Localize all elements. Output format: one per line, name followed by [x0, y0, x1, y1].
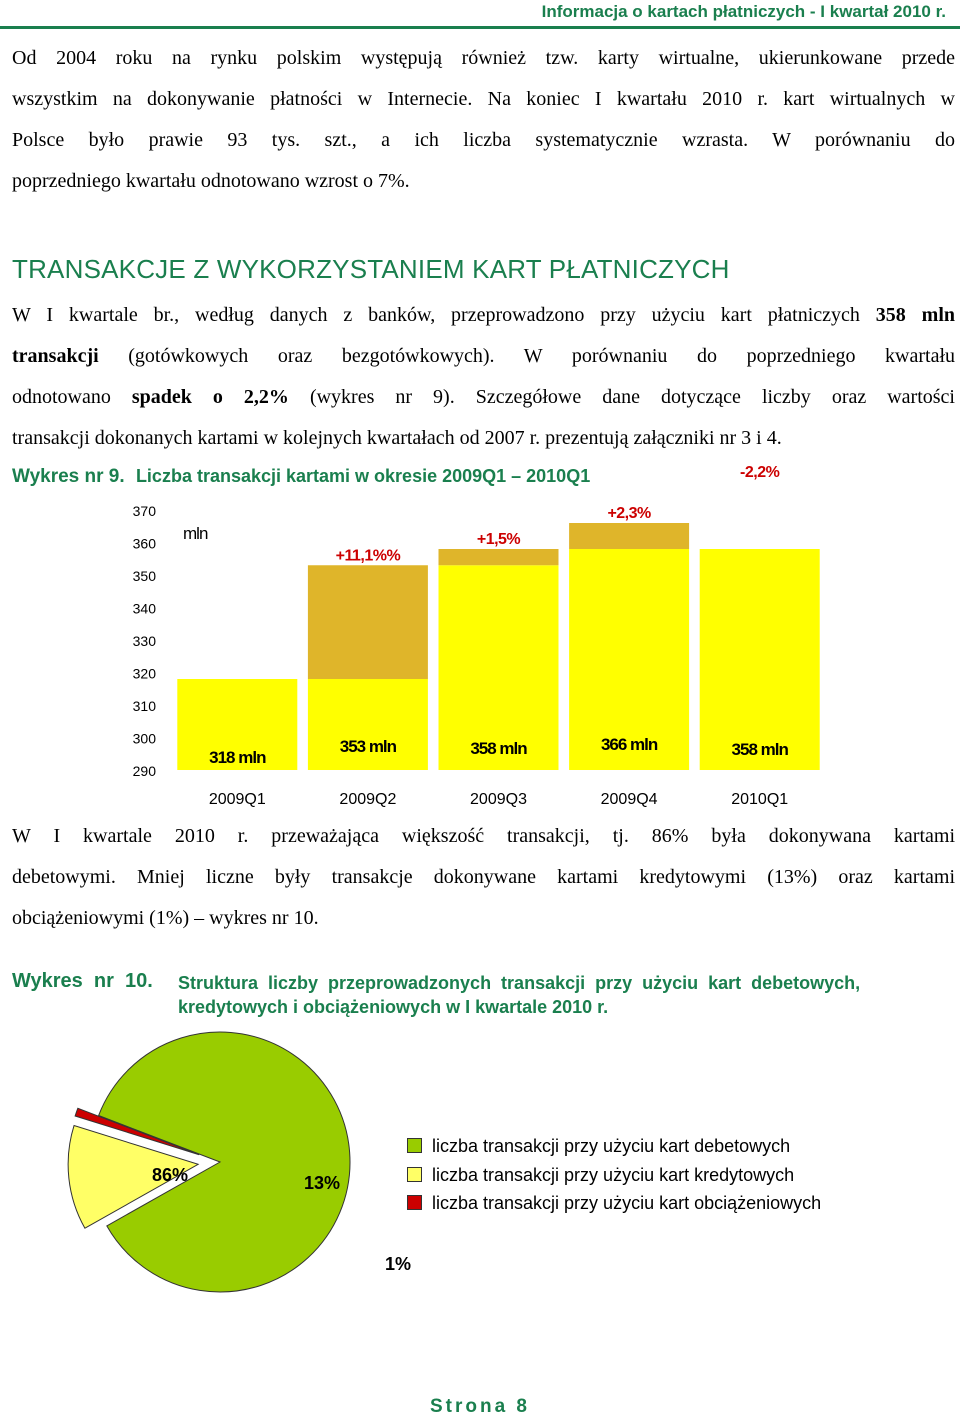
pie-label: 86%: [152, 1165, 189, 1185]
page-number: Strona 8: [429, 1396, 531, 1417]
legend-item-credit: [407, 1165, 794, 1186]
intro-line: wszystkim na dokonywanie płatności w Internecie. Na koniec I kwartału 2010 r. kart wirtualnych w: [12, 88, 955, 110]
pie-label: 1%: [385, 1254, 412, 1274]
transactions-line: [12, 295, 955, 336]
bold-text: spadek o 2,2%: [131, 386, 289, 408]
intro-line: Polsce było prawie 93 tys. szt., a ich liczba systematycznie wzrasta. W porównaniu do: [12, 129, 955, 151]
transactions-paragraph: [12, 295, 955, 459]
section-title: TRANSAKCJE Z WYKORZYSTANIEM KART PŁATNICZYCH: [12, 254, 730, 284]
x-tick-label: 2010Q1: [731, 791, 789, 808]
header-title: Informacja o kartach płatniczych - I kwartał 2010 r.: [541, 2, 946, 21]
structure-line: W I kwartale 2010 r. przeważająca większość transakcji, tj. 86% była dokonywana kartami: [12, 825, 955, 847]
legend-label: liczba transakcji przy użyciu kart debetowych: [432, 1136, 791, 1156]
bar-increase: [439, 549, 559, 565]
y-tick-label: 350: [132, 568, 156, 584]
legend-swatch: [407, 1195, 422, 1210]
text: (wykres nr 9). Szczegółowe dane dotyczące liczby oraz wartości: [288, 386, 955, 408]
text: (gotówkowych oraz bezgotówkowych). W porównaniu do poprzedniego kwartału: [98, 345, 955, 367]
y-tick-label: 330: [132, 633, 156, 649]
bar-base: [700, 549, 820, 770]
y-tick-label: 320: [132, 665, 156, 682]
figure9-caption: [12, 466, 590, 488]
legend-label: liczba transakcji przy użyciu kart kredytowych: [432, 1165, 795, 1185]
transactions-line: [12, 377, 955, 418]
change-label: +11,1%%: [335, 547, 401, 565]
y-tick-label: 290: [132, 763, 156, 779]
pie-label: 13%: [304, 1173, 341, 1193]
transactions-line: transakcji dokonanych kartami w kolejnych kwartałach od 2007 r. prezentują załączniki nr 3 i 4.: [12, 427, 782, 449]
figure10-label: Wykres nr 10.: [12, 970, 153, 992]
figure9-title: Liczba transakcji kartami w okresie 2009Q1 – 2010Q1: [135, 466, 591, 486]
figure10-caption: [12, 970, 952, 1017]
figure10-title-line1: Struktura liczby przeprowadzonych transakcji przy użyciu kart debetowych,: [178, 973, 861, 993]
page-header: [0, 0, 960, 29]
x-tick-label: 2009Q3: [470, 791, 527, 808]
intro-paragraph: [12, 38, 955, 202]
bar-value-label: 366 mln: [600, 735, 658, 754]
intro-line: Od 2004 roku na rynku polskim występują również tzw. karty wirtualne, ukierunkowane przede: [12, 47, 955, 69]
bar-increase: [569, 523, 689, 549]
unit-label: mln: [183, 524, 208, 543]
y-tick-label: 370: [132, 503, 156, 519]
text: odnotowano: [12, 386, 132, 408]
bar-value-label: 318 mln: [209, 748, 266, 767]
y-tick-label: 340: [132, 600, 156, 617]
y-tick-label: 360: [132, 535, 156, 552]
transactions-line: [12, 336, 955, 377]
figure10-title-line2: kredytowych i obciążeniowych w I kwartale 2010 r.: [178, 997, 609, 1017]
pie-chart: [0, 1040, 412, 1340]
y-tick-label: 300: [132, 730, 156, 747]
legend-swatch: [407, 1167, 422, 1182]
change-label: -2,2%: [740, 464, 780, 481]
legend-swatch: [407, 1138, 422, 1153]
bar-increase: [308, 565, 428, 679]
bar-value-label: 353 mln: [339, 737, 397, 756]
legend-item-debit: [407, 1136, 790, 1157]
bar-value-label: 358 mln: [470, 739, 527, 758]
text: W I kwartale br., według danych z banków, przeprowadzono przy użyciu kart płatniczych: [12, 304, 876, 326]
figure9-label: Wykres nr 9.: [12, 466, 125, 487]
change-label: +2,3%: [607, 505, 651, 522]
change-label: +1,5%: [476, 531, 521, 548]
structure-line: obciążeniowymi (1%) – wykres nr 10.: [12, 907, 319, 929]
bar-value-label: 358 mln: [731, 740, 788, 759]
structure-line: debetowymi. Mniej liczne były transakcje dokonywane kartami kredytowymi (13%) oraz kartami: [12, 866, 955, 888]
intro-line: poprzedniego kwartału odnotowano wzrost o 7%.: [12, 170, 410, 192]
bar-base: [308, 679, 428, 770]
x-tick-label: 2009Q2: [339, 791, 397, 808]
legend-label: liczba transakcji przy użyciu kart obciążeniowych: [432, 1193, 822, 1213]
structure-paragraph: [12, 816, 955, 939]
legend-item-charge: [407, 1193, 821, 1214]
x-tick-label: 2009Q1: [208, 791, 266, 808]
y-tick-label: 310: [132, 698, 156, 714]
bold-text: 358 mln: [875, 304, 956, 326]
bold-text: transakcji: [12, 345, 99, 367]
x-tick-label: 2009Q4: [600, 791, 658, 808]
